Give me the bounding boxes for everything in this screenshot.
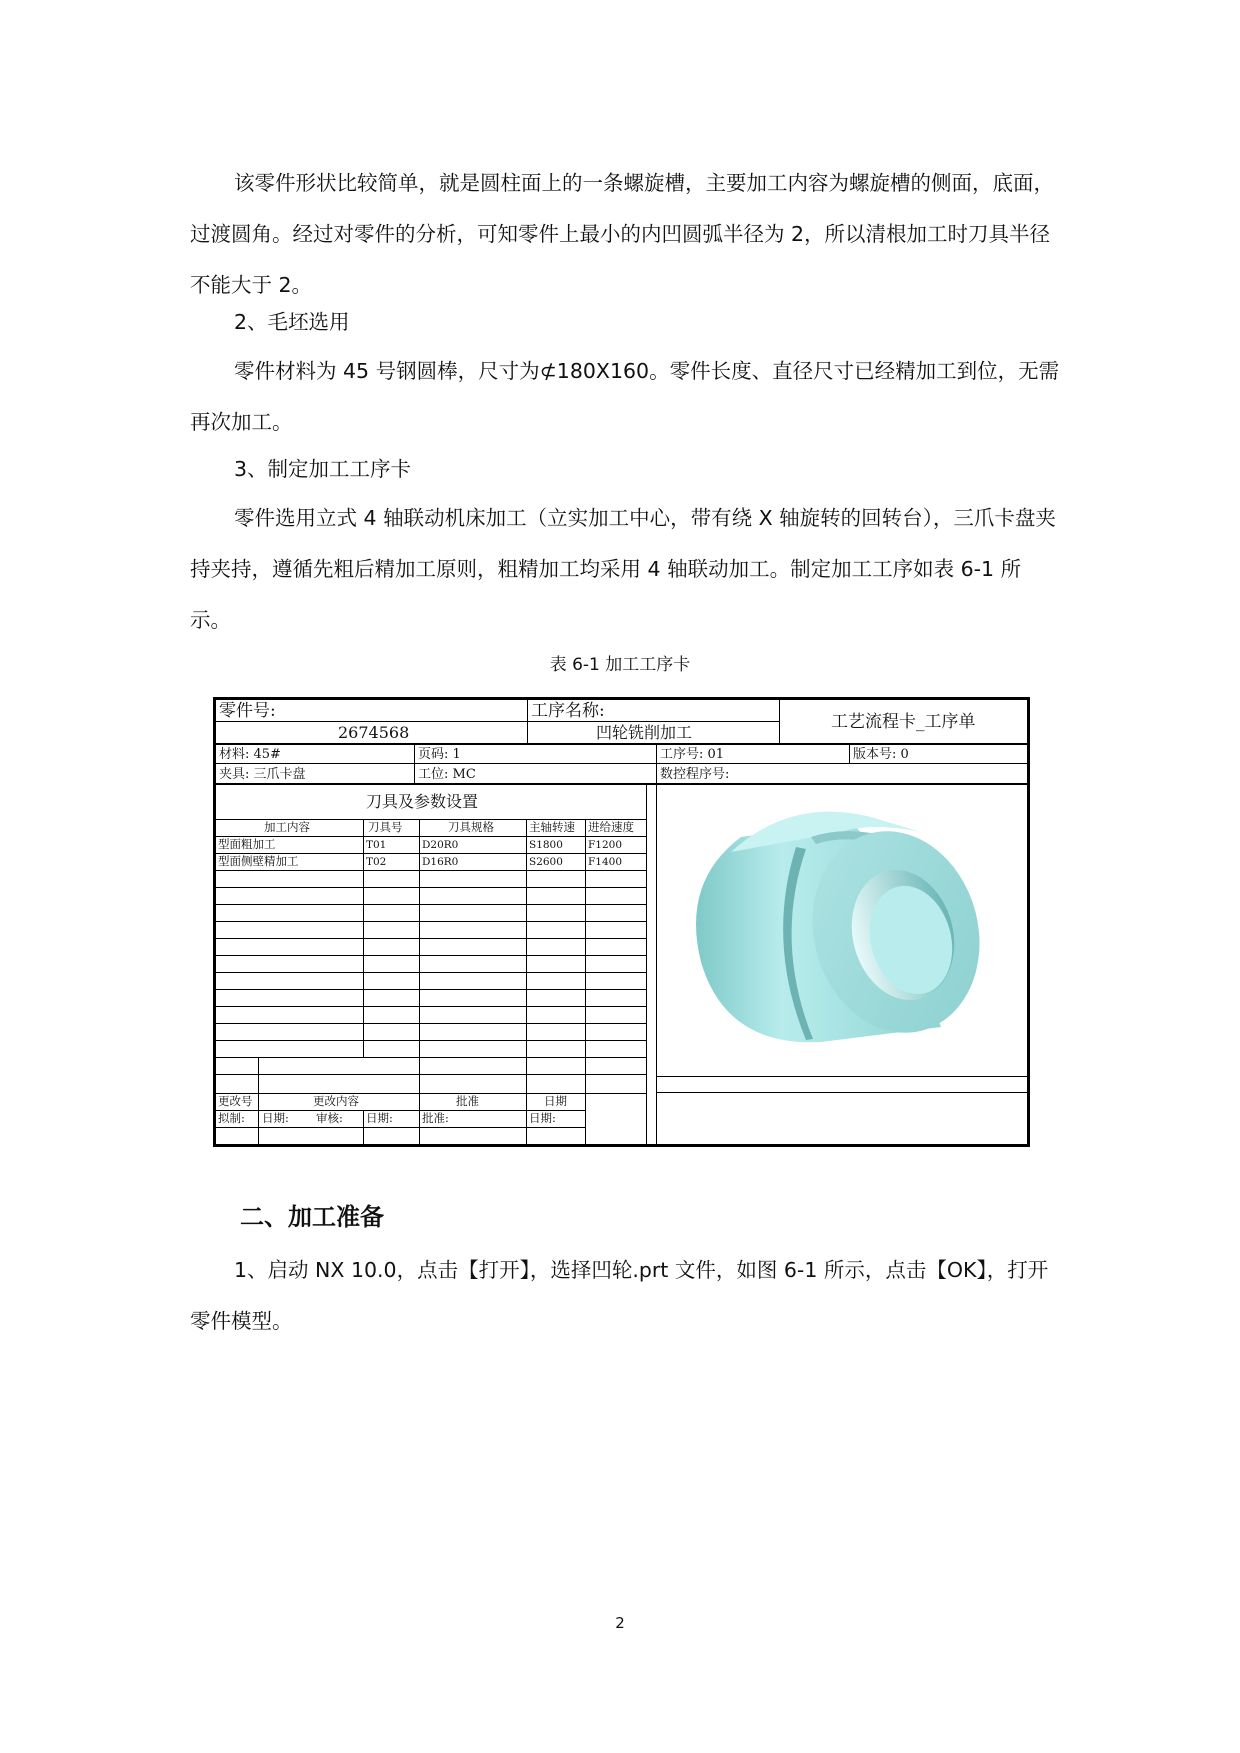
grid-line [216, 921, 646, 922]
page-number: 2 [615, 1614, 625, 1632]
grid-line [216, 1023, 646, 1024]
grid-line [526, 819, 527, 1057]
grid-line [216, 1057, 646, 1058]
grid-line [216, 1006, 646, 1007]
grid-line [363, 819, 364, 1057]
grid-line [526, 1057, 527, 1144]
table-caption: 表 6-1 加工工序卡 [549, 655, 691, 675]
grid-line [216, 783, 1027, 785]
grid-line [656, 744, 657, 784]
tool-section-title: 刀具及参数设置 [366, 792, 479, 811]
tool-header: 进给速度 [588, 820, 634, 834]
change-header: 更改号 [218, 1094, 253, 1108]
station-cell: 工位: MC [418, 767, 476, 782]
grid-line [216, 836, 646, 837]
tool-cell: S1800 [529, 839, 563, 851]
section-process-card-title: 3、制定加工工序卡 [234, 457, 412, 481]
grid-line [216, 870, 646, 871]
change-header: 日期 [544, 1094, 567, 1108]
grid-line [779, 700, 780, 744]
tool-cell: T01 [366, 839, 387, 851]
page-cell: 页码: 1 [418, 747, 461, 762]
grid-line [216, 1127, 586, 1128]
process-name-label: 工序名称: [531, 701, 605, 721]
tool-header: 刀具号 [368, 820, 403, 834]
grid-line [216, 721, 779, 722]
section-blank-title: 2、毛坯选用 [234, 310, 350, 334]
sign-cell: 日期: [529, 1111, 556, 1125]
fixture-cell: 夹具: 三爪卡盘 [219, 767, 306, 782]
sign-cell: 日期: [262, 1111, 289, 1125]
grid-line [646, 784, 647, 1144]
grid-line [414, 744, 415, 784]
step1-paragraph: 1、启动 NX 10.0，点击【打开】，选择凹轮.prt 文件，如图 6-1 所示，点击【OK】，打开零件模型。 [190, 1258, 1049, 1333]
grid-line [363, 1110, 364, 1144]
machine-paragraph: 零件选用立式 4 轴联动机床加工（立实加工中心，带有绕 X 轴旋转的回转台），三爪卡盘夹持夹持，遵循先粗后精加工原则，粗精加工均采用 4 轴联动加工。制定加工工序如表 6-1 所示。 [190, 506, 1056, 632]
grid-line [419, 819, 420, 1057]
card-title: 工艺流程卡_工序单 [831, 712, 976, 732]
material-cell: 材料: 45# [219, 747, 281, 762]
cam-part-illustration [671, 792, 1011, 1062]
grid-line [216, 904, 646, 905]
grid-line [585, 819, 586, 1144]
part-no-label: 零件号: [219, 701, 276, 721]
sign-cell: 拟制: [218, 1111, 245, 1125]
sign-cell: 审核: [316, 1111, 343, 1125]
grid-line [216, 938, 646, 939]
tool-cell: 型面粗加工 [218, 837, 276, 851]
tool-cell: D20R0 [422, 839, 459, 851]
grid-line [849, 744, 850, 764]
change-header: 更改内容 [313, 1094, 359, 1108]
version-cell: 版本号: 0 [853, 747, 909, 762]
grid-line [656, 1076, 1027, 1077]
grid-line [216, 743, 1027, 745]
grid-line [419, 1057, 420, 1144]
grid-line [656, 1092, 1027, 1093]
part-no-value: 2674568 [338, 723, 410, 742]
tool-header: 刀具规格 [448, 820, 494, 834]
grid-line [216, 1040, 646, 1041]
tool-cell: F1400 [588, 856, 623, 868]
nc-program-cell: 数控程序号: [660, 767, 730, 782]
tool-header: 主轴转速 [529, 820, 575, 834]
grid-line [216, 1074, 646, 1075]
grid-line [216, 887, 646, 888]
sign-cell: 批准: [422, 1111, 449, 1125]
tool-header: 加工内容 [264, 820, 310, 834]
grid-line [216, 989, 646, 990]
process-card-table [213, 697, 1030, 1147]
grid-line [216, 955, 646, 956]
grid-line [216, 1093, 646, 1094]
tool-cell: D16R0 [422, 856, 459, 868]
grid-line [527, 700, 528, 744]
tool-cell: T02 [366, 856, 387, 868]
blank-paragraph: 零件材料为 45 号钢圆棒，尺寸为⊄180X160。零件长度、直径尺寸已经精加工到位，无需再次加工。 [190, 359, 1060, 434]
process-name-value: 凹轮铣削加工 [596, 723, 693, 742]
change-header: 批准 [456, 1094, 479, 1108]
grid-line [216, 763, 1027, 764]
sign-cell: 日期: [366, 1111, 393, 1125]
grid-line [258, 1057, 259, 1144]
step-no-cell: 工序号: 01 [660, 747, 725, 762]
grid-line [656, 784, 657, 1144]
intro-paragraph: 该零件形状比较简单，就是圆柱面上的一条螺旋槽，主要加工内容为螺旋槽的侧面，底面，过渡圆角。经过对零件的分析，可知零件上最小的内凹圆弧半径为 2，所以清根加工时刀具半径不能大于 2。 [190, 171, 1054, 297]
tool-cell: S2600 [529, 856, 563, 868]
tool-cell: F1200 [588, 839, 623, 851]
section-heading: 二、加工准备 [240, 1203, 384, 1231]
tool-cell: 型面侧壁精加工 [218, 854, 299, 868]
grid-line [216, 972, 646, 973]
